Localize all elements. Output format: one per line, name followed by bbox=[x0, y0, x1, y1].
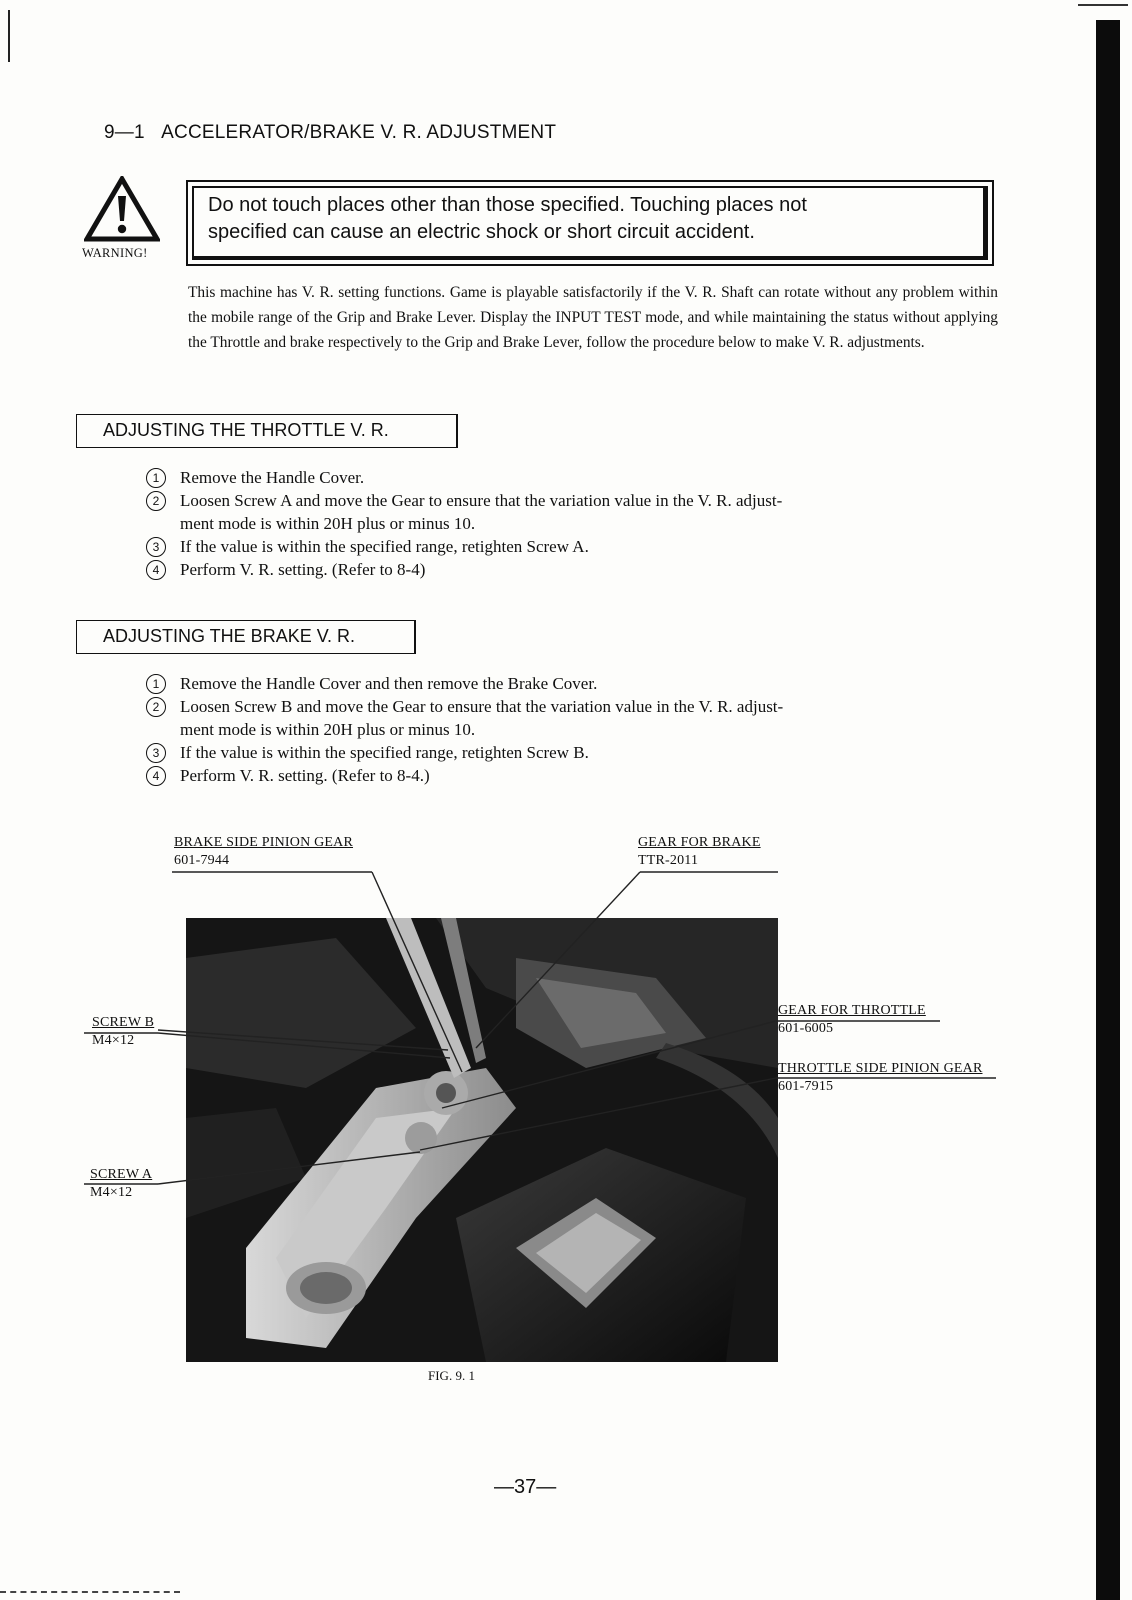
step-number: 1 bbox=[146, 468, 166, 488]
figure-caption: FIG. 9. 1 bbox=[428, 1368, 475, 1383]
callout-label: SCREW B bbox=[92, 1015, 155, 1030]
brake-steps bbox=[146, 672, 1006, 787]
step-text: If the value is within the specified range, retighten Screw A. bbox=[180, 537, 589, 556]
step-number: 1 bbox=[146, 674, 166, 694]
list-item bbox=[146, 489, 1006, 535]
list-item bbox=[146, 695, 1006, 741]
section-title bbox=[104, 122, 556, 144]
warning-line: Do not touch places other than those specified. Touching places not bbox=[208, 194, 807, 216]
callout-part-number: TTR-2011 bbox=[638, 853, 699, 868]
mechanism-photo bbox=[186, 918, 778, 1362]
section-number: 9—1 bbox=[104, 122, 145, 143]
callout-label: BRAKE SIDE PINION GEAR bbox=[174, 835, 354, 850]
callout-gear-for-brake bbox=[638, 834, 761, 870]
step-number: 3 bbox=[146, 743, 166, 763]
callout-label: SCREW A bbox=[90, 1167, 153, 1182]
callout-part-number: 601-6005 bbox=[778, 1021, 834, 1036]
throttle-steps bbox=[146, 466, 1006, 581]
list-item bbox=[146, 535, 1006, 558]
callout-part-number: 601-7944 bbox=[174, 853, 230, 868]
step-text: Perform V. R. setting. (Refer to 8-4.) bbox=[180, 766, 430, 785]
step-text: Remove the Handle Cover. bbox=[180, 468, 365, 487]
warning-line: specified can cause an electric shock or short circuit accident. bbox=[208, 221, 755, 243]
callout-gear-for-throttle bbox=[778, 1002, 926, 1038]
scan-edge-bar bbox=[1096, 20, 1120, 1600]
callout-part-number: M4×12 bbox=[90, 1185, 133, 1200]
step-number: 2 bbox=[146, 491, 166, 511]
step-text: Loosen Screw A and move the Gear to ensure that the variation value in the V. R. adjust- bbox=[180, 491, 783, 510]
warning-triangle-icon bbox=[84, 176, 160, 242]
list-item bbox=[146, 466, 1006, 489]
step-text: If the value is within the specified range, retighten Screw B. bbox=[180, 743, 589, 762]
step-text: Remove the Handle Cover and then remove the Brake Cover. bbox=[180, 674, 598, 693]
throttle-heading: ADJUSTING THE THROTTLE V. R. bbox=[76, 414, 458, 448]
scan-mark bbox=[0, 1591, 180, 1593]
step-text: Perform V. R. setting. (Refer to 8-4) bbox=[180, 560, 426, 579]
step-text: ment mode is within 20H plus or minus 10. bbox=[180, 720, 476, 739]
callout-screw-a bbox=[90, 1166, 152, 1202]
callout-label: GEAR FOR BRAKE bbox=[638, 835, 761, 850]
step-text: Loosen Screw B and move the Gear to ensure that the variation value in the V. R. adjust- bbox=[180, 697, 784, 716]
callout-brake-side-pinion-gear bbox=[174, 834, 353, 870]
page-number: —37— bbox=[494, 1476, 557, 1498]
list-item bbox=[146, 558, 1006, 581]
callout-part-number: 601-7915 bbox=[778, 1079, 834, 1094]
callout-throttle-side-pinion-gear bbox=[778, 1060, 982, 1096]
list-item bbox=[146, 741, 1006, 764]
warning-box bbox=[186, 180, 994, 266]
list-item bbox=[146, 764, 1006, 787]
step-number: 4 bbox=[146, 766, 166, 786]
scan-mark bbox=[1078, 4, 1128, 6]
callout-part-number: M4×12 bbox=[92, 1033, 135, 1048]
warning-text bbox=[208, 192, 968, 246]
step-number: 4 bbox=[146, 560, 166, 580]
list-item bbox=[146, 672, 1006, 695]
scan-mark bbox=[8, 10, 10, 62]
step-text: ment mode is within 20H plus or minus 10. bbox=[180, 514, 476, 533]
warning-label: WARNING! bbox=[82, 246, 148, 260]
step-number: 2 bbox=[146, 697, 166, 717]
step-number: 3 bbox=[146, 537, 166, 557]
brake-heading: ADJUSTING THE BRAKE V. R. bbox=[76, 620, 416, 654]
intro-paragraph: This machine has V. R. setting functions. Game is playable satisfactorily if the V. R. Shaft can rotate without any problem within the mobile range of the Grip and Brake Lever. Display the INPUT TEST mode, and while maintaining the status without applying the Throttle and brake respectively to the Grip and Brake Lever, follow the procedure below to make V. R. adjustments. bbox=[188, 284, 998, 351]
callout-screw-b bbox=[92, 1014, 154, 1050]
callout-label: THROTTLE SIDE PINION GEAR bbox=[778, 1061, 983, 1076]
callout-label: GEAR FOR THROTTLE bbox=[778, 1003, 926, 1018]
section-heading: ACCELERATOR/BRAKE V. R. ADJUSTMENT bbox=[161, 122, 557, 143]
